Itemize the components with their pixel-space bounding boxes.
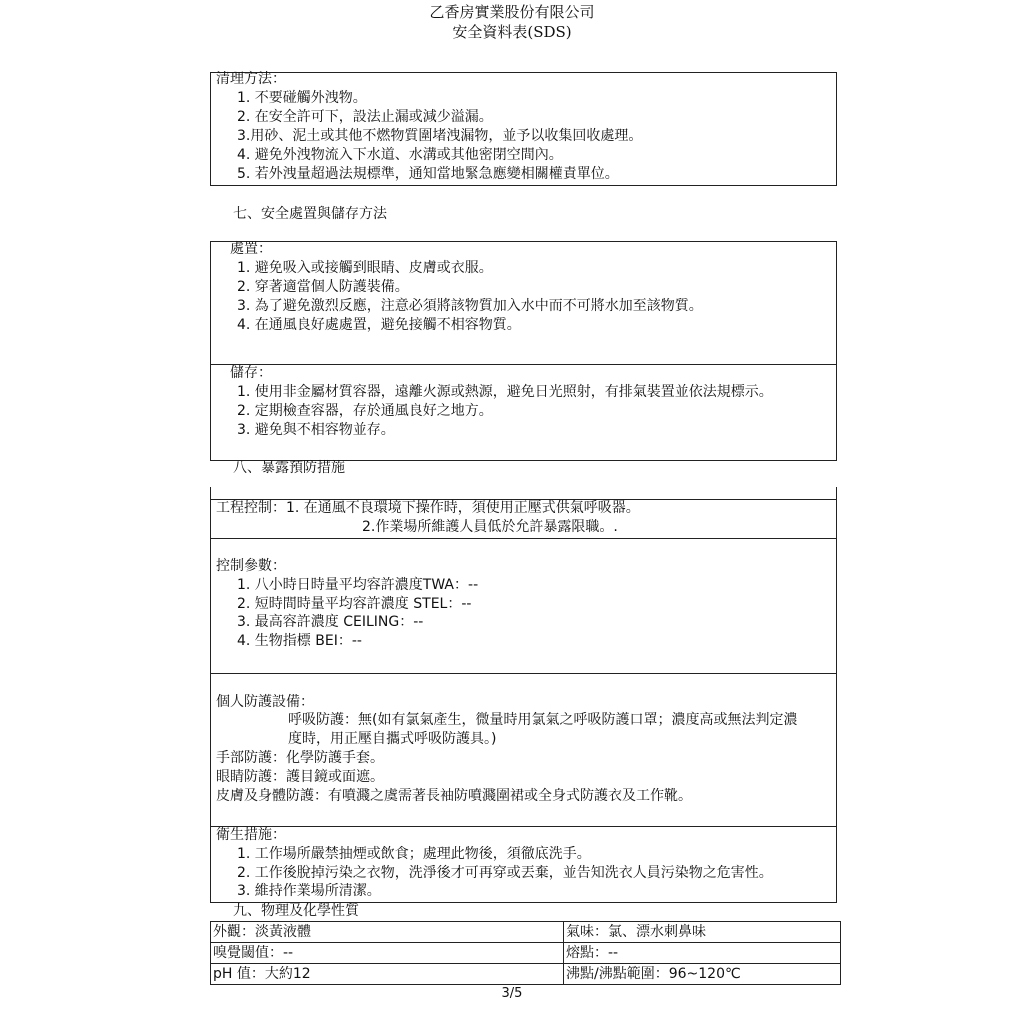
divider xyxy=(210,538,837,539)
engineering-control-line1: 工程控制：1. 在通風不良環境下操作時，須使用正壓式供氣呼吸器。 xyxy=(216,500,640,516)
section9-heading: 九、物理及化學性質 xyxy=(233,903,359,919)
handling-item: 3. 為了避免激烈反應，注意必須將該物質加入水中而不可將水加至該物質。 xyxy=(237,298,703,314)
skin-protection: 皮膚及身體防護：有噴濺之虞需著長袖防噴濺圍裙或全身式防護衣及工作靴。 xyxy=(216,788,692,804)
document-title: 安全資料表(SDS) xyxy=(452,23,572,41)
properties-table xyxy=(210,921,841,985)
cleanup-item: 1. 不要碰觸外洩物。 xyxy=(237,90,367,106)
section8-heading: 八、暴露預防措施 xyxy=(233,460,345,476)
table-row xyxy=(211,922,841,943)
table-cell: 嗅覺閾值：-- xyxy=(211,943,564,964)
table-row xyxy=(211,964,841,985)
eye-protection: 眼睛防護：護目鏡或面遮。 xyxy=(216,769,384,785)
box-left-border xyxy=(210,487,211,902)
engineering-control-line2: 2.作業場所維護人員低於允許暴露限職。. xyxy=(362,519,618,535)
divider xyxy=(210,826,837,827)
handling-label: 處置： xyxy=(230,241,272,257)
control-param-item: 1. 八小時日時量平均容許濃度TWA：-- xyxy=(237,577,479,593)
cleanup-item: 2. 在安全許可下，設法止漏或減少溢漏。 xyxy=(237,109,493,125)
table-row xyxy=(211,943,841,964)
control-params-label: 控制參數： xyxy=(216,558,286,574)
company-name: 乙香房實業股份有限公司 xyxy=(429,3,595,21)
respiratory-protection: 呼吸防護：無(如有氯氣產生，微量時用氯氣之呼吸防護口罩；濃度高或無法判定濃 xyxy=(288,712,798,728)
box-right-border xyxy=(836,487,837,902)
storage-item: 1. 使用非金屬材質容器，遠離火源或熱源，避免日光照射，有排氣裝置並依法規標示。 xyxy=(237,384,773,400)
ppe-label: 個人防護設備： xyxy=(216,694,314,710)
hygiene-label: 衛生措施： xyxy=(216,827,286,843)
control-param-item: 2. 短時間時量平均容許濃度 STEL：-- xyxy=(237,596,472,612)
control-param-item: 3. 最高容許濃度 CEILING：-- xyxy=(237,614,424,630)
storage-item: 2. 定期檢查容器，存於通風良好之地方。 xyxy=(237,403,493,419)
control-param-item: 4. 生物指標 BEI：-- xyxy=(237,633,362,649)
table-cell: 外觀：淡黃液體 xyxy=(211,922,564,943)
cleanup-item: 3.用砂、泥土或其他不燃物質圍堵洩漏物，並予以收集回收處理。 xyxy=(237,128,643,144)
cleanup-item: 4. 避免外洩物流入下水道、水溝或其他密閉空間內。 xyxy=(237,147,563,163)
cleanup-label: 清理方法： xyxy=(216,71,286,87)
handling-item: 1. 避免吸入或接觸到眼睛、皮膚或衣服。 xyxy=(237,260,493,276)
section7-heading: 七、安全處置與儲存方法 xyxy=(233,206,387,222)
table-cell: 氣味：氯、漂水刺鼻味 xyxy=(564,922,841,943)
cleanup-item: 5. 若外洩量超過法規標準，通知當地緊急應變相關權責單位。 xyxy=(237,166,619,182)
storage-label: 儲存： xyxy=(230,365,272,381)
table-cell: 沸點/沸點範圍：96~120℃ xyxy=(564,964,841,985)
handling-item: 2. 穿著適當個人防護裝備。 xyxy=(237,279,409,295)
divider xyxy=(210,364,837,365)
handling-item: 4. 在通風良好處處置，避免接觸不相容物質。 xyxy=(237,317,521,333)
hand-protection: 手部防護：化學防護手套。 xyxy=(216,750,384,766)
hygiene-item: 2. 工作後脫掉污染之衣物，洗淨後才可再穿或丟棄，並告知洗衣人員污染物之危害性。 xyxy=(237,865,773,881)
table-cell: pH 值：大約12 xyxy=(211,964,564,985)
table-cell: 熔點：-- xyxy=(564,943,841,964)
divider xyxy=(210,673,837,674)
hygiene-item: 1. 工作場所嚴禁抽煙或飲食；處理此物後，須徹底洗手。 xyxy=(237,846,591,862)
respiratory-protection-cont: 度時，用正壓自攜式呼吸防護具。) xyxy=(288,731,497,747)
storage-item: 3. 避免與不相容物並存。 xyxy=(237,422,395,438)
hygiene-item: 3. 維持作業場所清潔。 xyxy=(237,883,381,899)
page-number: 3/5 xyxy=(501,986,523,1001)
